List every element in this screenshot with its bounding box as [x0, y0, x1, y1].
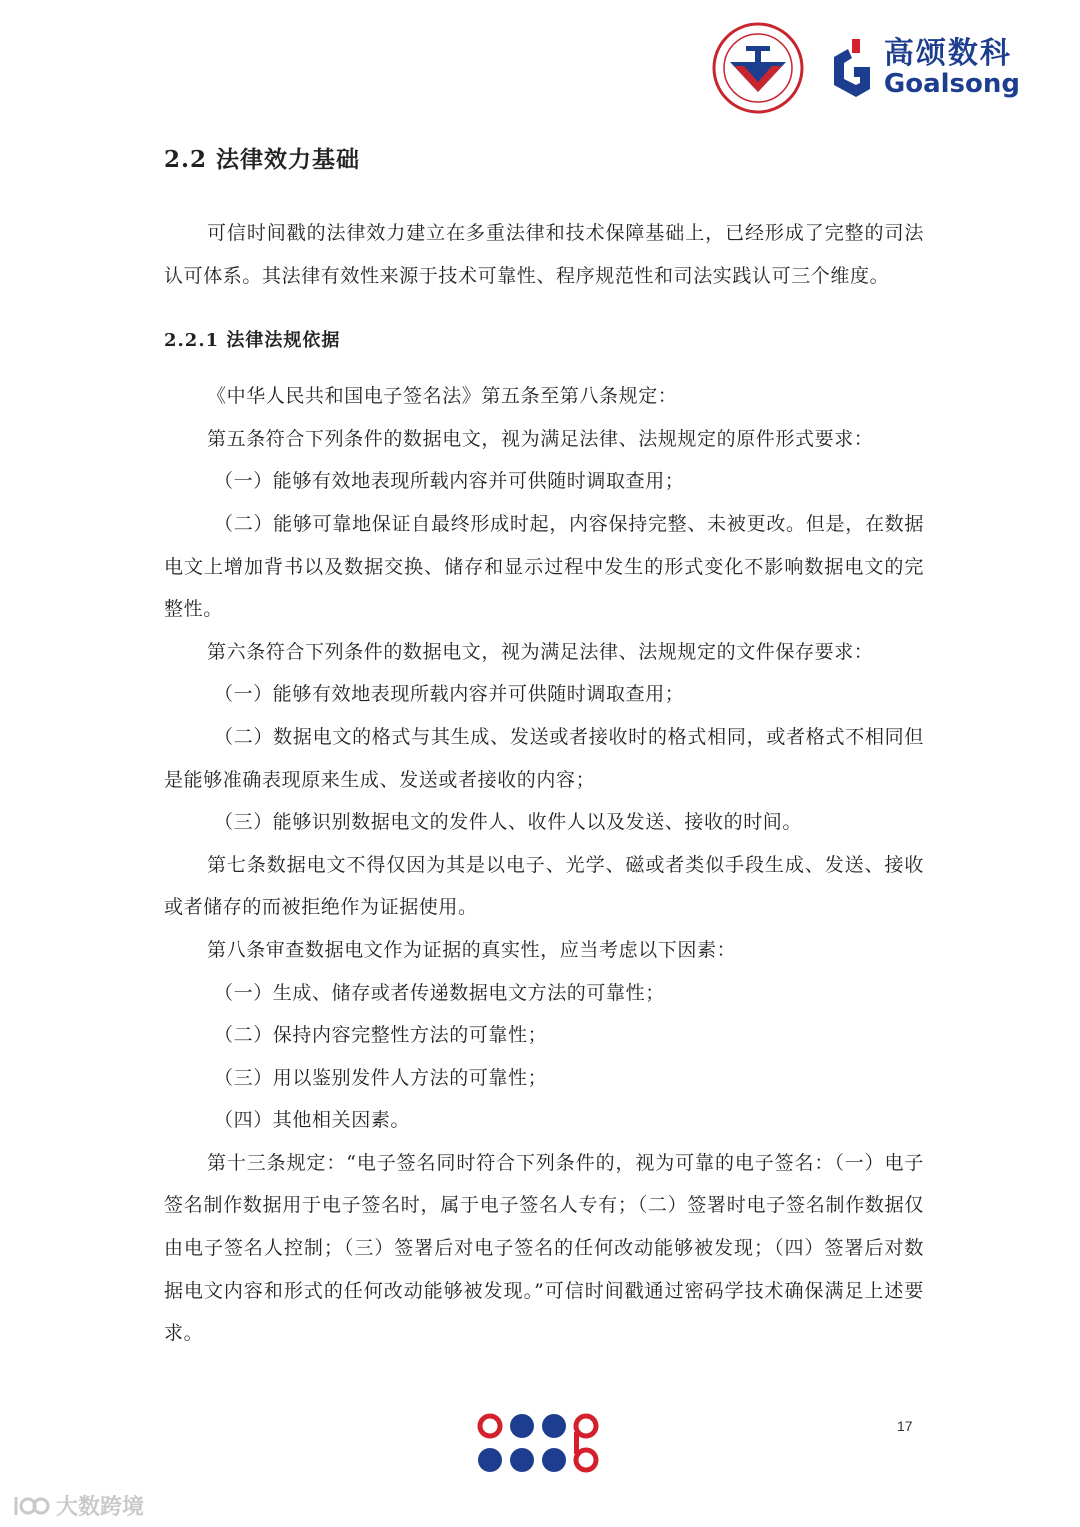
time-stamp-authority-seal-icon: [712, 22, 804, 114]
body-paragraph: 第五条符合下列条件的数据电文，视为满足法律、法规规定的原件形式要求：: [207, 427, 874, 450]
goalsong-g-icon: [826, 37, 874, 99]
body-paragraph: 第十三条规定：“电子签名同时符合下列条件的，视为可靠的电子签名：（一）电子签名制作数据用于电子签名时，属于电子签名人专有；（二）签署时电子签名制作数据仅由电子签名人控制；（三）签署后对电子签名的任何改动能够被发现；（四）签署后对数据电文内容和形式的任何改动能够被发现。”可信时间戳通过密码学技术确保满足上述要求。: [164, 1151, 924, 1345]
subsection-title: 2.2.1 法律法规依据: [164, 330, 341, 352]
watermark-text: 大数跨境: [56, 1495, 145, 1520]
watermark-logo-icon: [10, 1493, 50, 1519]
body-paragraph: （一）生成、储存或者传递数据电文方法的可靠性；: [214, 981, 665, 1004]
body-paragraph: （二）能够可靠地保证自最终形成时起，内容保持完整、未被更改。但是，在数据电文上增加背书以及数据交换、储存和显示过程中发生的形式变化不影响数据电文的完整性。: [164, 512, 924, 621]
body-paragraph: 第六条符合下列条件的数据电文，视为满足法律、法规规定的文件保存要求：: [207, 640, 874, 663]
dots-logo-icon: [476, 1412, 602, 1476]
body-paragraph: （二）数据电文的格式与其生成、发送或者接收时的格式相同，或者格式不相同但是能够准确表现原来生成、发送或者接收的内容；: [164, 725, 924, 791]
body-paragraph: （三）用以鉴别发件人方法的可靠性；: [214, 1066, 548, 1089]
body-paragraph: （一）能够有效地表现所载内容并可供随时调取查用；: [214, 470, 685, 493]
body-paragraph: 第八条审查数据电文作为证据的真实性，应当考虑以下因素：: [207, 938, 737, 961]
paragraph-list: [164, 375, 924, 1355]
body-paragraph: （一）能够有效地表现所载内容并可供随时调取查用；: [214, 683, 685, 706]
body-paragraph: 第七条数据电文不得仅因为其是以电子、光学、磁或者类似手段生成、发送、接收或者储存的而被拒绝作为证据使用。: [164, 853, 924, 919]
section-title: 2.2 法律效力基础: [164, 146, 361, 173]
watermark: [10, 1490, 144, 1521]
body-paragraph: 《中华人民共和国电子签名法》第五条至第八条规定：: [207, 385, 678, 408]
brand-name-en: Goalsong: [883, 69, 1020, 99]
body-paragraph: （三）能够识别数据电文的发件人、收件人以及发送、接收的时间。: [214, 811, 803, 834]
section-intro: 可信时间戳的法律效力建立在多重法律和技术保障基础上，已经形成了完整的司法认可体系。其法律有效性来源于技术可靠性、程序规范性和司法实践认可三个维度。: [164, 222, 924, 287]
body-paragraph: （四）其他相关因素。: [214, 1109, 411, 1132]
body-paragraph: （二）保持内容完整性方法的可靠性；: [214, 1024, 548, 1047]
header-logos: [712, 22, 1020, 114]
brand-logo: [826, 37, 1020, 99]
document-body: [164, 138, 924, 1355]
brand-name-cn: 高颂数科: [883, 36, 1012, 71]
page-number: 17: [897, 1418, 913, 1434]
